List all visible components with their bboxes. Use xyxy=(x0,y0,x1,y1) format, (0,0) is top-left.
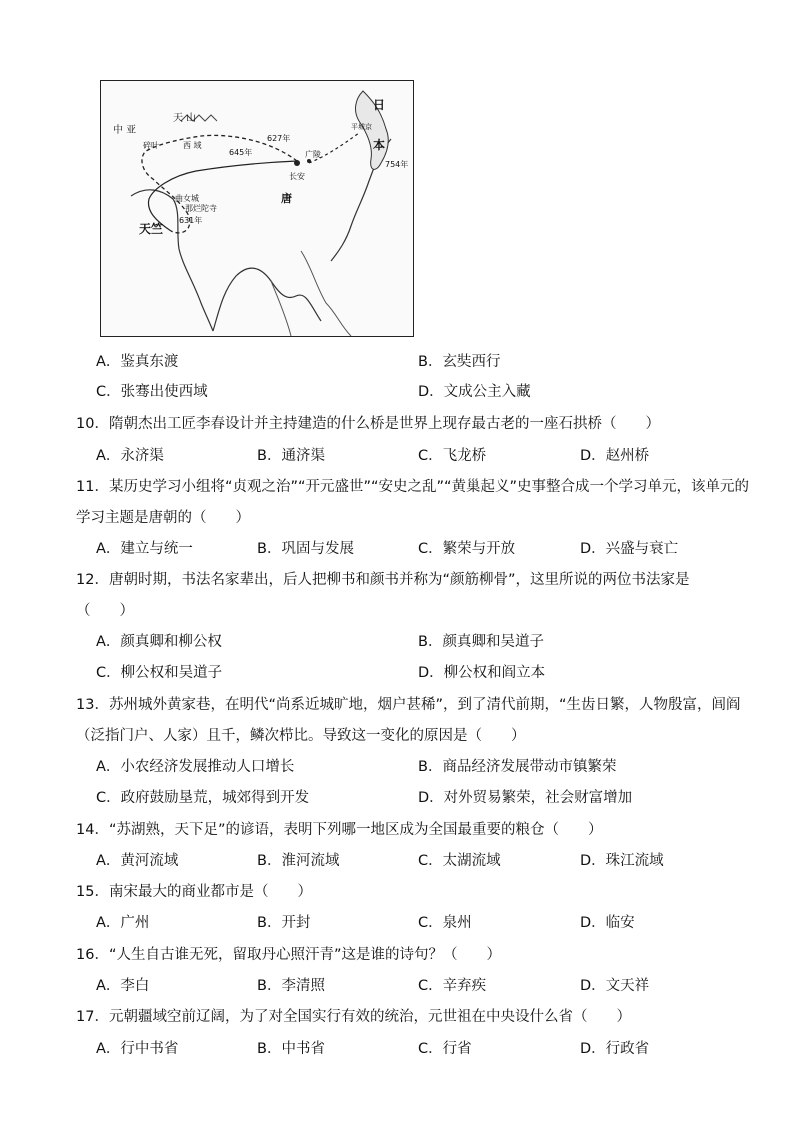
q11-option-d: D．兴盛与衰亡 xyxy=(580,541,679,557)
q12-option-a: A．颜真卿和柳公权 xyxy=(96,634,222,650)
q9-option-d: D．文成公主入藏 xyxy=(418,384,531,400)
q11-stem-line1: 11．某历史学习小组将“贞观之治”“开元盛世”“安史之乱”“黄巢起义”史事整合成一个学习单元，该单元的 xyxy=(76,479,750,495)
q17-option-c: C．行省 xyxy=(418,1041,472,1057)
xuanzang-route xyxy=(142,135,297,232)
q14-option-b: B．淮河流域 xyxy=(257,853,340,869)
q16-option-d: D．文天祥 xyxy=(580,978,650,994)
q13-stem-line1: 13．苏州城外黄家巷，在明代“尚系近城旷地，烟户甚稀”，到了清代前期，“生齿日繁，人物殷富，闾阎 xyxy=(76,697,741,713)
changan-marker xyxy=(294,160,300,166)
q17-option-d: D．行政省 xyxy=(580,1041,650,1057)
q11-option-c: C．繁荣与开放 xyxy=(418,541,516,557)
q13-option-c: C．政府鼓励垦荒，城郊得到开发 xyxy=(96,790,310,806)
return-route xyxy=(148,161,297,231)
q14-option-d: D．珠江流域 xyxy=(580,853,664,869)
q17-option-a: A．行中书省 xyxy=(96,1041,179,1057)
q16-stem: 16．“人生自古谁无死，留取丹心照汗青”这是谁的诗句？（ ） xyxy=(76,947,501,963)
q11-option-a: A．建立与统一 xyxy=(96,541,193,557)
map-label-tianzhu: 天竺 xyxy=(139,222,164,236)
map-label-zhongya: 中 亚 xyxy=(113,125,137,136)
map-label-year631: 631年 xyxy=(179,216,203,225)
map-label-qunvcheng: 曲女城 xyxy=(175,194,199,203)
q16-option-c: C．辛弃疾 xyxy=(418,978,487,994)
q12-option-c: C．柳公权和吴道子 xyxy=(96,665,223,681)
map-label-tang: 唐 xyxy=(281,192,292,205)
q17-stem: 17．元朝疆域空前辽阔，为了对全国实行有效的统治，元世祖在中央设什么省（ ） xyxy=(76,1009,631,1025)
southeast-coast xyxy=(271,251,351,336)
q12-option-d: D．柳公权和阎立本 xyxy=(418,665,546,681)
historical-route-map xyxy=(100,80,414,337)
q13-option-a: A．小农经济发展推动人口增长 xyxy=(96,759,295,775)
q14-option-c: C．太湖流域 xyxy=(418,853,501,869)
q9-option-a: A．鉴真东渡 xyxy=(96,354,179,370)
q15-option-b: B．开封 xyxy=(257,915,311,931)
q16-option-b: B．李清照 xyxy=(257,978,325,994)
map-label-changan: 长安 xyxy=(289,172,305,181)
map-label-year645: 645年 xyxy=(229,148,253,157)
q13-stem-line2: （泛指门户、人家）且千，鳞次栉比。导致这一变化的原因是（ ） xyxy=(76,728,526,744)
q12-option-b: B．颜真卿和吴道子 xyxy=(418,634,544,650)
q10-option-c: C．飞龙桥 xyxy=(418,448,487,464)
q13-option-d: D．对外贸易繁荣，社会财富增加 xyxy=(418,790,633,806)
map-label-guangling: 广陵 xyxy=(305,150,321,159)
q11-option-b: B．巩固与发展 xyxy=(257,541,354,557)
q10-stem: 10．隋朝杰出工匠李春设计并主持建造的什么桥是世界上现存最古老的一座石拱桥（ ） xyxy=(76,416,660,432)
q9-option-c: C．张骞出使西域 xyxy=(96,384,208,400)
q12-stem-line1: 12．唐朝时期，书法名家辈出，后人把柳书和颜书并称为“颜筋柳骨”，这里所说的两位书法家是 xyxy=(76,572,690,588)
q12-stem-line2: （ ） xyxy=(76,603,134,619)
q15-option-d: D．临安 xyxy=(580,915,635,931)
q17-option-b: B．中书省 xyxy=(257,1041,325,1057)
q10-option-b: B．通济渠 xyxy=(257,448,325,464)
map-label-year754: 754年 xyxy=(385,160,409,169)
q15-option-c: C．泉州 xyxy=(418,915,472,931)
coastline xyxy=(131,139,391,331)
map-label-year627: 627年 xyxy=(267,134,291,143)
q10-option-d: D．赵州桥 xyxy=(580,448,650,464)
map-label-nalantuo: 那烂陀寺 xyxy=(185,204,217,213)
q13-option-b: B．商品经济发展带动市镇繁荣 xyxy=(418,759,617,775)
q16-option-a: A．李白 xyxy=(96,978,150,994)
map-label-ri: 日 xyxy=(373,98,386,112)
q11-stem-line2: 学习主题是唐朝的（ ） xyxy=(76,510,250,526)
map-label-xiyu: 西 域 xyxy=(183,141,202,150)
map-label-pingcheng: 平城京 xyxy=(351,123,372,131)
map-label-suiye: 碎叶 xyxy=(143,141,159,150)
q14-option-a: A．黄河流域 xyxy=(96,853,179,869)
map-label-ben: 本 xyxy=(373,138,386,152)
q10-option-a: A．永济渠 xyxy=(96,448,164,464)
q15-stem: 15．南宋最大的商业都市是（ ） xyxy=(76,884,312,900)
q9-option-b: B．玄奘西行 xyxy=(418,354,501,370)
q14-stem: 14．“苏湖熟，天下足”的谚语，表明下列哪一地区成为全国最重要的粮仓（ ） xyxy=(76,822,603,838)
q15-option-a: A．广州 xyxy=(96,915,150,931)
map-label-tianshan: 天 山 xyxy=(173,113,197,124)
